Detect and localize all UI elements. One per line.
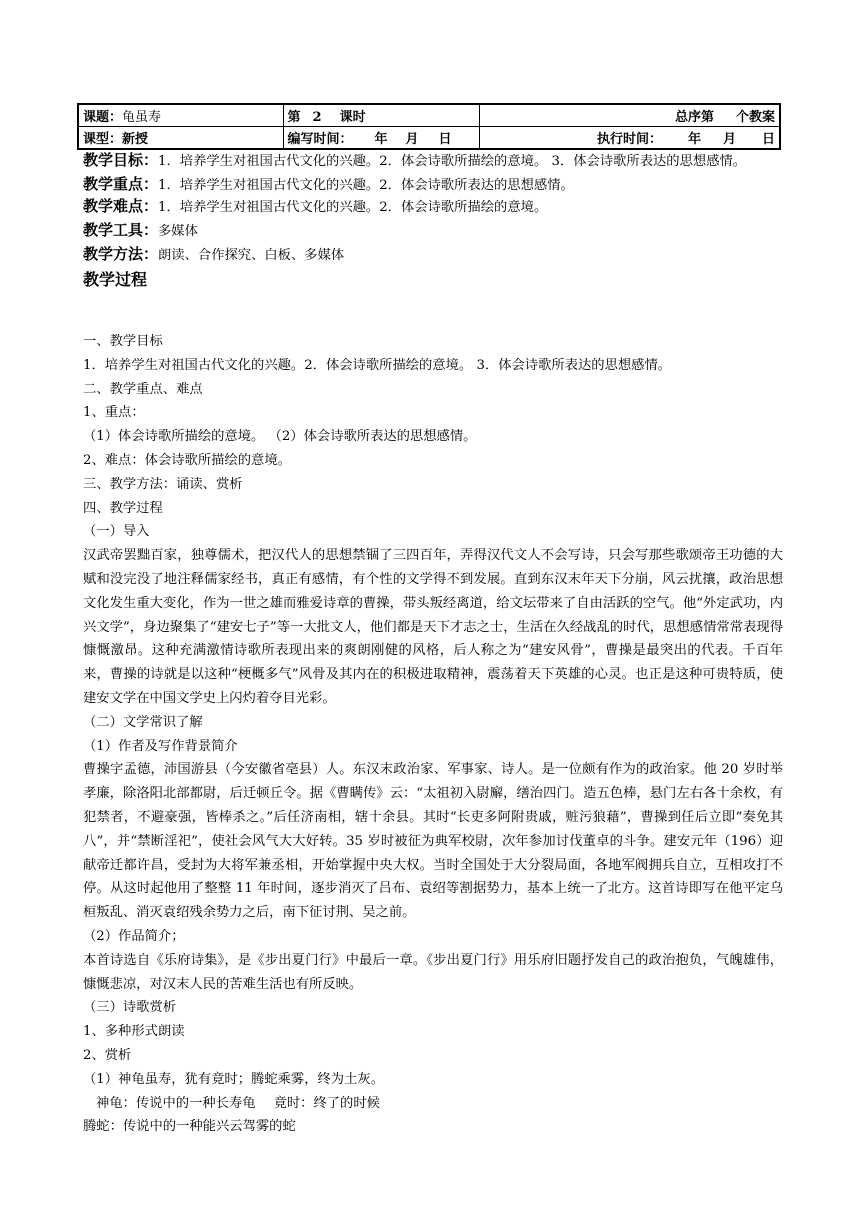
methods-text: 朗读、合作探究、白板、多媒体 (158, 248, 345, 263)
lesson-meta (83, 150, 783, 290)
topic-label: 课题： (83, 110, 123, 125)
tools-text: 多媒体 (158, 224, 198, 239)
section-2-difficult: 2、难点：体会诗歌所描绘的意境。 (83, 452, 291, 468)
process-title: 教学过程 (83, 270, 148, 289)
type-cell (78, 127, 283, 150)
tools-label: 教学工具： (83, 221, 159, 239)
goals-text: 1．培养学生对祖国古代文化的兴趣。2．体会诗歌所描绘的意境。 3．体会诗歌所表达的思想感情。 (158, 154, 747, 169)
verse-1: （1）神龟虽寿，犹有竟时；腾蛇乘雾，终为土灰。 (83, 1071, 384, 1087)
work-heading: （2）作品简介； (83, 928, 185, 944)
difficult-label: 教学难点： (83, 197, 159, 215)
section-1-heading: 一、教学目标 (83, 334, 163, 349)
section-2-key-text: （1）体会诗歌所描绘的意境。 （2）体会诗歌所表达的思想感情。 (83, 429, 477, 445)
written-year: 年 (374, 132, 388, 147)
annotation-line (83, 1092, 783, 1116)
exec-day: 日 (761, 132, 775, 147)
note-shengui: 神龟：传说中的一种长寿龟 (96, 1095, 256, 1111)
methods-line (83, 244, 783, 266)
lesson-prefix: 第 (287, 110, 301, 125)
note-jingshi: 竟时：终了的时候 (273, 1095, 380, 1111)
methods-label: 教学方法： (83, 245, 159, 263)
literature-heading: （二）文学常识了解 (83, 714, 203, 730)
author-heading: （1）作者及写作背景简介 (83, 738, 238, 754)
written-day: 日 (438, 132, 452, 147)
plan-suffix: 个教案 (735, 110, 775, 125)
author-paragraph: 曹操字孟德，沛国游县（今安徽省亳县）人。东汉末政治家、军事家、诗人。是一位颇有作为的政治家。他 20 岁时举孝廉，除洛阳北部都尉，后迁顿丘令。据《曹瞒传》云：“太祖初入尉廨，缮治四门。造五色棒，悬门左右各十余枚，有犯禁者，不避豪强，皆棒杀之。”后任济南相，辖十余县。其时“长吏多阿附贵戚，赃污狼藉”，曹操到任后立即“奏免其八”，并“禁断淫祀”，使社会风气大大好转。35 岁时被征为典军校尉，次年参加讨伐董卓的斗争。建安元年（196）迎献帝迁都许昌，受封为大将军兼丞相，开始掌握中央大权。当时全国处于大分裂局面，各地军阀拥兵自立，互相攻打不停。从这时起他用了整整 11 年时间，逐步消灭了吕布、袁绍等割据势力，基本上统一了北方。这首诗即写在他平定乌桓叛乱、消灭袁绍残余势力之后，南下征讨荆、吴之前。 (83, 762, 783, 921)
exec-year: 年 (687, 132, 701, 147)
goals-line (83, 150, 783, 172)
lesson-number: 2 (312, 110, 322, 125)
difficult-text: 1．培养学生对祖国古代文化的兴趣。2．体会诗歌所描绘的意境。 (158, 200, 548, 215)
written-time-cell (283, 127, 479, 150)
lesson-body (83, 330, 783, 1139)
topic-cell (78, 104, 283, 127)
key-line (83, 174, 783, 196)
total-order-label: 总序第 (674, 110, 714, 125)
header-row-1 (78, 104, 780, 127)
section-3-heading: 三、教学方法：诵读、赏析 (83, 476, 243, 492)
intro-paragraph: 汉武帝罢黜百家，独尊儒术，把汉代人的思想禁锢了三四百年，弄得汉代文人不会写诗，只会写那些歌颂帝王功德的大赋和没完没了地注释儒家经书，真正有感情，有个性的文学得不到发展。直到东汉末年天下分崩，风云扰攘，政治思想文化发生重大变化，作为一世之雄而雅爱诗章的曹操，带头叛经离道，给文坛带来了自由活跃的空气。他“外定武功，内兴文学”，身边聚集了“建安七子”等一大批文人，他们都是天下才志之士，生活在久经战乱的时代，思想感情常常表现得慷慨激昂。这种充满激情诗歌所表现出来的爽朗刚健的风格，后人称之为“建安风骨”，曹操是最突出的代表。千百年来，曹操的诗就是以这种“梗概多气”风骨及其内在的积极进取精神，震荡着天下英雄的心灵。也正是这种可贵特质，使建安文学在中国文学史上闪灼着夺目光彩。 (83, 548, 783, 706)
header-row-2 (78, 127, 780, 150)
reading-item: 1、多种形式朗读 (83, 1024, 185, 1040)
section-4-heading: 四、教学过程 (83, 500, 163, 516)
work-paragraph: 本首诗选自《乐府诗集》，是《步出夏门行》中最后一章。《步出夏门行》用乐府旧题抒发自己的政治抱负，气魄雄伟，慷慨悲凉，对汉末人民的苦难生活也有所反映。 (83, 952, 783, 992)
appreciation-heading: （三）诗歌赏析 (83, 1000, 177, 1016)
lesson-cell (283, 104, 479, 127)
key-label: 教学重点： (83, 175, 159, 193)
type-label: 课型： (83, 132, 123, 147)
section-2-heading: 二、教学重点、难点 (83, 381, 203, 397)
intro-heading: （一）导入 (83, 524, 150, 540)
key-text: 1．培养学生对祖国古代文化的兴趣。2．体会诗歌所表达的思想感情。 (158, 178, 574, 193)
written-month: 月 (405, 132, 419, 147)
section-2-key-heading: 1、重点： (83, 405, 145, 421)
analysis-item: 2、赏析 (83, 1047, 132, 1063)
total-order-cell (479, 104, 780, 127)
topic-value: 龟虽寿 (122, 110, 162, 125)
note-tengshe: 腾蛇：传说中的一种能兴云驾雾的蛇 (83, 1119, 296, 1135)
type-value: 新授 (122, 132, 149, 147)
lesson-suffix: 课时 (339, 110, 366, 125)
difficult-line (83, 196, 783, 218)
lesson-header-table (77, 103, 781, 150)
written-time-label: 编写时间： (287, 132, 353, 147)
tools-line (83, 220, 783, 242)
exec-month: 月 (722, 132, 736, 147)
goals-label: 教学目标： (83, 151, 159, 169)
exec-time-label: 执行时间： (596, 132, 662, 147)
section-1-text: 1．培养学生对祖国古代文化的兴趣。2．体会诗歌所描绘的意境。 3．体会诗歌所表达的思想感情。 (83, 357, 672, 373)
exec-time-cell (479, 127, 780, 150)
